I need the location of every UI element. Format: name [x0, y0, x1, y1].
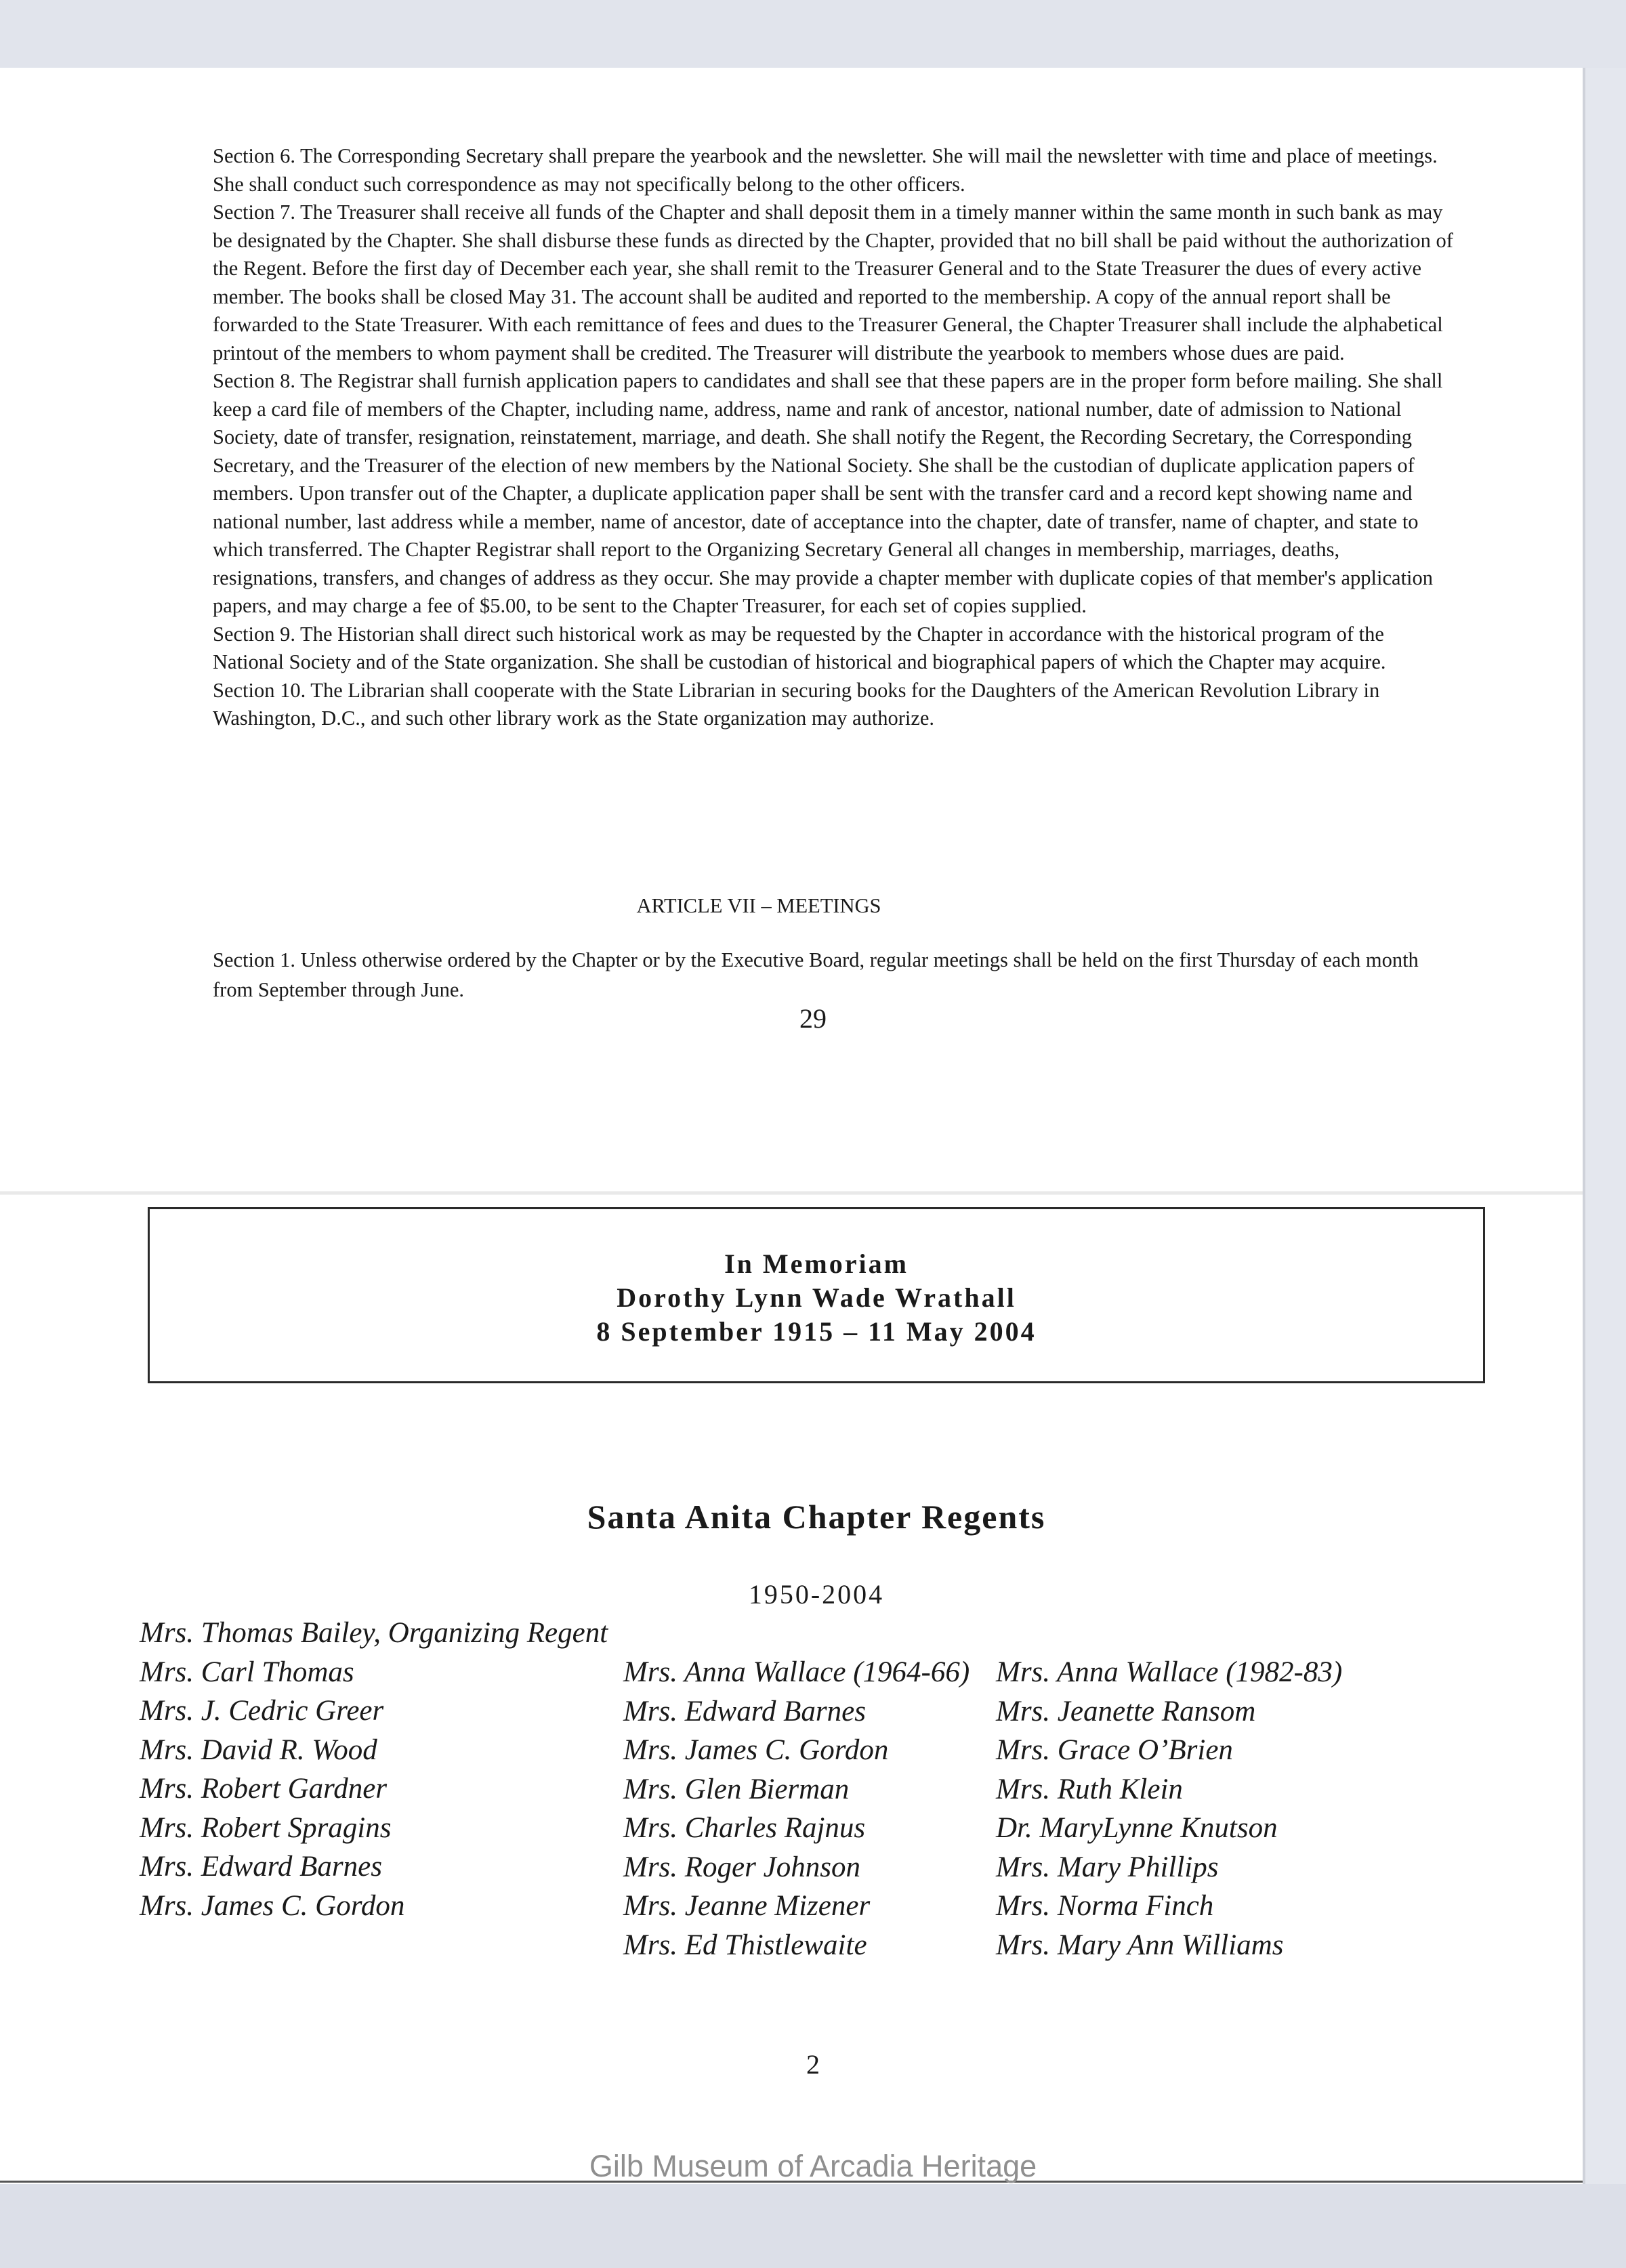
scan-background-bottom — [0, 2184, 1626, 2268]
regent-name: Mrs. Anna Wallace (1982-83) — [996, 1656, 1343, 1688]
regents-column-3 — [996, 1653, 1342, 1965]
article-vii-heading: ARTICLE VII – MEETINGS — [636, 894, 881, 917]
regent-name: Mrs. James C. Gordon — [140, 1889, 405, 1922]
regent-name: Mrs. Charles Rajnus — [623, 1812, 866, 1844]
memoriam-dates: 8 September 1915 – 11 May 2004 — [596, 1316, 1037, 1347]
regent-name: Mrs. Mary Phillips — [996, 1851, 1219, 1883]
section-10-paragraph: Section 10. The Librarian shall cooperate with the State Librarian in securing books for the Daughters of the American Revolution Library in Washington, D.C., and such other library work as the State organization may authorize. — [213, 678, 1380, 730]
section-7-paragraph: Section 7. The Treasurer shall receive all funds of the Chapter and shall deposit them in a timely manner within the same month in such bank as may be designated by the Chapter. She shall disburse these funds as directed by the Chapter, provided that no bill shall be paid without the authorization of the Regent. Before the first day of December each year, she shall remit to the Treasurer General and to the State Treasurer the dues of every active member. The books shall be closed May 31. The account shall be audited and reported to the membership. A copy of the annual report shall be forwarded to the State Treasurer. With each remittance of fees and dues to the Treasurer General, the Chapter Treasurer shall include the alphabetical printout of the members to whom payment shall be credited. The Treasurer will distribute the yearbook to members whose dues are paid. — [213, 201, 1453, 364]
regent-name: Mrs. James C. Gordon — [623, 1734, 889, 1766]
regent-name: Mrs. J. Cedric Greer — [140, 1695, 384, 1727]
page-fold-line — [0, 1191, 1585, 1195]
regent-name: Mrs. Anna Wallace (1964-66) — [623, 1656, 970, 1688]
regent-name: Mrs. Grace O’Brien — [996, 1734, 1233, 1766]
page-number-2: 2 — [806, 2049, 820, 2080]
regent-name: Mrs. Ruth Klein — [996, 1773, 1183, 1805]
regent-name: Mrs. Carl Thomas — [140, 1656, 354, 1688]
meetings-section-1: Section 1. Unless otherwise ordered by the Chapter or by the Executive Board, regular meetings shall be held on the first Thursday of each month from September through June. — [213, 948, 1419, 1001]
regent-name: Dr. MaryLynne Knutson — [996, 1812, 1278, 1844]
section-8-paragraph: Section 8. The Registrar shall furnish application papers to candidates and shall see that these papers are in the proper form before mailing. She shall keep a card file of members of the Chapter, including name, address, name and rank of ancestor, national number, date of admission to National Society, date of transfer, resignation, reinstatement, marriage, and death. She shall notify the Regent, the Recording Secretary, the Corresponding Secretary, and the Treasurer of the election of new members by the National Society. She shall be the custodian of duplicate application papers of members. Upon transfer out of the Chapter, a duplicate application paper shall be sent with the transfer card and a record kept showing name and national number, last address while a member, name of ancestor, date of acceptance into the chapter, date of transfer, name of chapter, and state to which transferred. The Chapter Registrar shall report to the Organizing Secretary General all changes in membership, marriages, deaths, — [213, 369, 1443, 561]
memoriam-box — [148, 1207, 1485, 1383]
regent-name: Mrs. Robert Spragins — [140, 1811, 392, 1844]
memoriam-name: Dorothy Lynn Wade Wrathall — [617, 1282, 1016, 1313]
bylaws-text — [213, 142, 1459, 733]
section-6-paragraph: Section 6. The Corresponding Secretary shall prepare the yearbook and the newsletter. She will mail the newsletter with time and place of meetings. She shall conduct such correspondence as may not specifically belong to the other officers. — [213, 144, 1438, 196]
scan-background-top — [0, 0, 1626, 68]
regents-years: 1950-2004 — [748, 1579, 885, 1610]
regents-column-2 — [623, 1653, 970, 1965]
section-8-continued-paragraph: resignations, transfers, and changes of address as they occur. She may provide a chapter member with duplicate copies of that member's application papers, and may charge a fee of $5.00, to be sent to the Chapter Treasurer, for each set of copies supplied. — [213, 566, 1434, 617]
regent-name: Mrs. Robert Gardner — [140, 1773, 388, 1805]
section-9-paragraph: Section 9. The Historian shall direct such historical work as may be requested by the Chapter in accordance with the historical program of the National Society and of the State organization. She shall be custodian of historical and biographical papers of which the Chapter may acquire. — [213, 622, 1386, 673]
regent-name: Mrs. Edward Barnes — [140, 1851, 382, 1883]
regents-title: Santa Anita Chapter Regents — [587, 1498, 1046, 1536]
regent-name: Mrs. David R. Wood — [140, 1734, 377, 1766]
page-right-edge — [1583, 68, 1585, 2184]
page-number-29: 29 — [799, 1003, 827, 1034]
regent-name: Mrs. Thomas Bailey, Organizing Regent — [140, 1617, 608, 1649]
regent-name: Mrs. Glen Bierman — [623, 1773, 850, 1805]
regent-name: Mrs. Jeanette Ransom — [996, 1695, 1256, 1727]
regent-name: Mrs. Mary Ann Williams — [996, 1929, 1284, 1961]
museum-watermark: Gilb Museum of Arcadia Heritage — [589, 2149, 1037, 2183]
regent-name: Mrs. Norma Finch — [996, 1890, 1214, 1922]
regents-column-1 — [140, 1614, 608, 1925]
regent-name: Mrs. Ed Thistlewaite — [623, 1929, 867, 1961]
regent-name: Mrs. Jeanne Mizener — [623, 1890, 871, 1922]
regent-name: Mrs. Roger Johnson — [623, 1851, 860, 1883]
regent-name: Mrs. Edward Barnes — [623, 1695, 866, 1727]
memoriam-heading: In Memoriam — [724, 1248, 909, 1279]
